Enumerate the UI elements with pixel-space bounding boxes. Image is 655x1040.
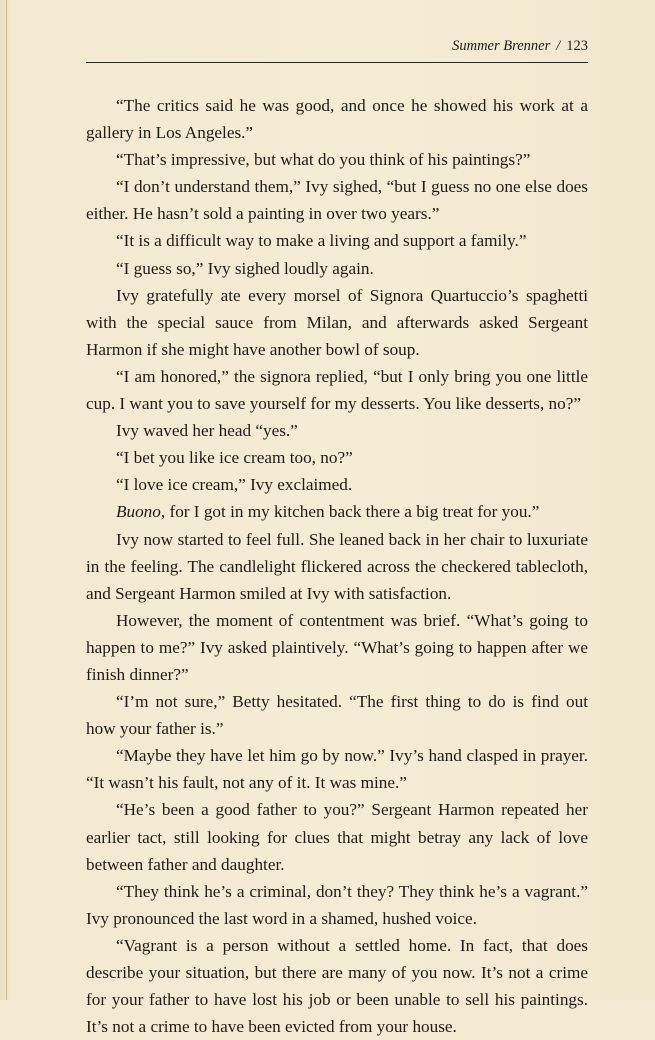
paragraph: “Vagrant is a person without a settled home. In fact, that does describe your situation, but there are many of you now. It’s not a crime for your father to have lost his job or been unable to sell his paintings. It’s not a crime to have been evicted from your house. xyxy=(86,935,588,1037)
running-header xyxy=(86,36,588,60)
paragraph: “That’s impressive, but what do you think of his paintings?” xyxy=(116,150,531,170)
paragraph xyxy=(86,498,588,525)
page-binding-edge xyxy=(6,0,7,1000)
paragraph: Ivy gratefully ate every morsel of Signora Quartuccio’s spaghetti with the special sauce from Milan, and afterwards asked Sergeant Harmon if she might have another bowl of soup. xyxy=(86,285,588,359)
paragraph: Ivy waved her head “yes.” xyxy=(116,421,298,441)
paragraph-rest: , for I got in my kitchen back there a big treat for you.” xyxy=(160,502,540,522)
paragraph: “I am honored,” the signora replied, “but I only bring you one little cup. I want you to save yourself for my desserts. You like desserts, no?” xyxy=(86,366,588,414)
page-number: 123 xyxy=(566,38,588,54)
paragraph: “They think he’s a criminal, don’t they? They think he’s a vagrant.” Ivy pronounced the last word in a shamed, hushed voice. xyxy=(86,881,588,928)
paragraph: “It is a difficult way to make a living and support a family.” xyxy=(116,231,527,251)
header-rule xyxy=(86,62,588,63)
paragraph: “I’m not sure,” Betty hesitated. “The first thing to do is find out how your father is.” xyxy=(86,692,588,739)
paragraph: “The critics said he was good, and once he showed his work at a gallery in Los Angeles.” xyxy=(86,96,588,143)
italic-word: Buono xyxy=(116,502,161,522)
body-text xyxy=(86,92,588,1040)
running-title: Summer Brenner xyxy=(452,38,551,54)
paragraph: “Maybe they have let him go by now.” Ivy’s hand clasped in prayer. “It wasn’t his fault, not any of it. It was mine.” xyxy=(86,746,588,793)
paragraph: “I don’t understand them,” Ivy sighed, “but I guess no one else does either. He hasn’t sold a painting in over two years.” xyxy=(86,177,588,224)
header-separator: / xyxy=(556,38,561,54)
paragraph: However, the moment of contentment was brief. “What’s going to happen to me?” Ivy asked plaintively. “What’s going to happen after we finish dinner?” xyxy=(86,610,588,684)
paragraph: “He’s been a good father to you?” Sergeant Harmon repeated her earlier tact, still looking for clues that might betray any lack of love between father and daughter. xyxy=(86,800,588,874)
paragraph: “I bet you like ice cream too, no?” xyxy=(116,448,353,468)
paragraph: “I guess so,” Ivy sighed loudly again. xyxy=(116,258,374,278)
paragraph: Ivy now started to feel full. She leaned back in her chair to luxuriate in the feeling. The candlelight flickered across the checkered tablecloth, and Sergeant Harmon smiled at Ivy with satisfaction. xyxy=(86,529,588,603)
paragraph: “I love ice cream,” Ivy exclaimed. xyxy=(116,475,353,495)
